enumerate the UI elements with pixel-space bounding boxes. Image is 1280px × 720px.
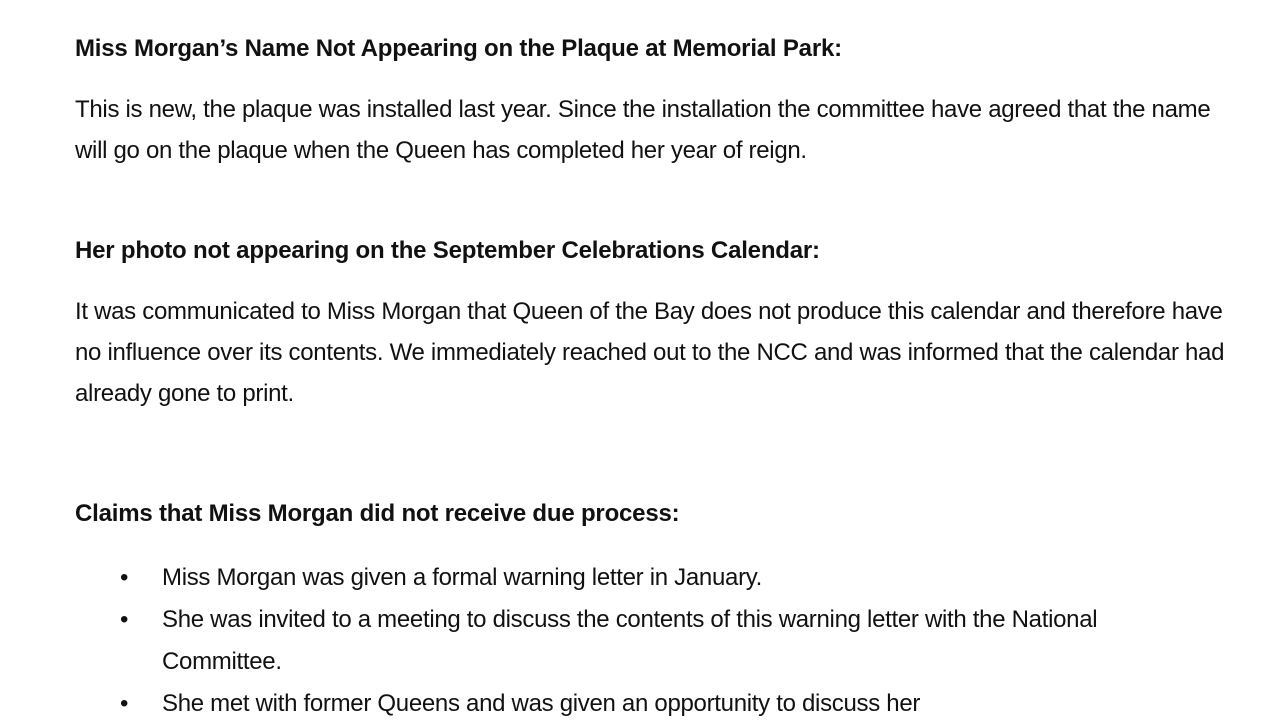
section-heading-due-process: Claims that Miss Morgan did not receive due process:	[75, 500, 680, 527]
bullet-item	[75, 557, 1215, 599]
section-heading-plaque: Miss Morgan’s Name Not Appearing on the Plaque at Memorial Park:	[75, 35, 842, 62]
section-heading-calendar: Her photo not appearing on the September Celebrations Calendar:	[75, 237, 820, 264]
section-body-plaque: This is new, the plaque was installed last year. Since the installation the committee have agreed that the name will go on the plaque when the Queen has completed her year of reign.	[75, 96, 1211, 164]
bullet-text: She was invited to a meeting to discuss the contents of this warning letter with the National Committee.	[162, 606, 1098, 675]
bullet-text: She met with former Queens and was given an opportunity to discuss her	[162, 690, 921, 717]
due-process-bullet-list	[75, 557, 1215, 720]
bullet-dot-icon: •	[120, 606, 129, 633]
bullet-item	[75, 599, 1215, 683]
bullet-dot-icon: •	[120, 690, 129, 717]
bullet-text: Miss Morgan was given a formal warning letter in January.	[162, 564, 763, 591]
bullet-item	[75, 683, 1215, 720]
bullet-dot-icon: •	[120, 564, 129, 591]
section-body-calendar: It was communicated to Miss Morgan that Queen of the Bay does not produce this calendar and therefore have no influence over its contents. We immediately reached out to the NCC and was informed that the calendar had already gone to print.	[75, 298, 1225, 407]
